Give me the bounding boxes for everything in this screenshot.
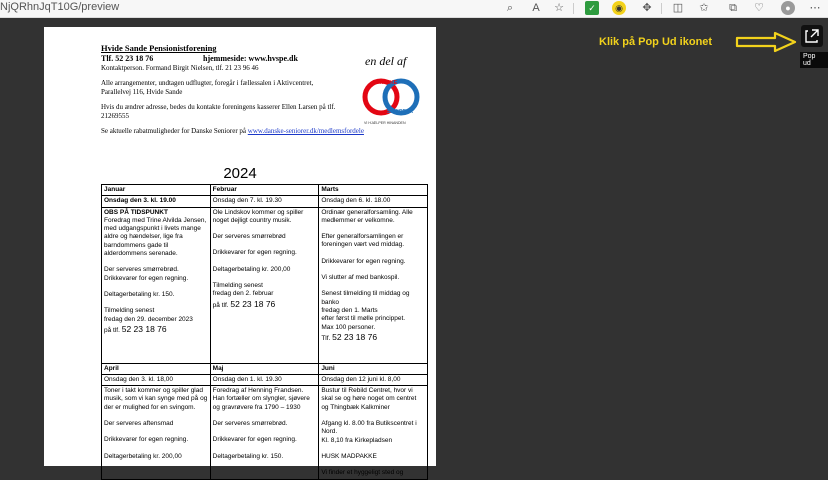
event-text: Der serveres aftensmad	[104, 420, 174, 428]
favorite-icon[interactable]: ☆	[554, 2, 564, 14]
event-text: Tilmelding senest	[212, 282, 263, 290]
event-date: Onsdag den 12 juni kl. 8,00	[319, 374, 428, 385]
event-text: Drikkevarer for egen regning.	[212, 249, 297, 257]
schedule-table	[101, 184, 428, 480]
event-text: Deltagerbetaling kr. 150.	[104, 290, 175, 298]
event-text: Drikkevarer for egen regning.	[104, 436, 189, 444]
event-date: Onsdag den 1. kl. 19.30	[210, 374, 319, 385]
month-header: Januar	[102, 185, 211, 196]
table-row	[102, 363, 428, 374]
extension-green-icon[interactable]: ✓	[585, 1, 599, 15]
event-text: Drikkevarer for egen regning.	[212, 436, 297, 444]
arrow-pointer-icon	[735, 32, 797, 52]
event-text: efter først til mølle princippet.	[321, 315, 406, 323]
event-text: Tlf.	[321, 334, 333, 342]
event-date: Onsdag den 7. kl. 19.30	[210, 196, 319, 207]
address-change-line2: 21269555	[101, 112, 129, 120]
event-heading: OBS PÅ TIDSPUNKT	[104, 208, 168, 216]
event-phone: 52 23 18 76	[121, 323, 167, 334]
pop-out-tooltip: Pop ud	[800, 52, 828, 68]
event-text: Vi slutter af med bankospil.	[321, 274, 400, 282]
event-phone: 52 23 18 76	[230, 298, 276, 309]
month-header: Maj	[210, 363, 319, 374]
danske-seniorer-logo	[361, 53, 423, 129]
extension-yellow-icon[interactable]: ◉	[612, 1, 626, 15]
more-icon[interactable]: ⋯	[809, 2, 821, 14]
table-row	[102, 386, 428, 479]
event-cell-june	[319, 386, 428, 479]
event-cell-april	[102, 386, 211, 479]
puzzle-icon[interactable]: ✥	[642, 2, 652, 14]
collections-icon[interactable]: ⧉	[729, 2, 737, 14]
month-header: Februar	[210, 185, 319, 196]
event-date: Onsdag den 3. kl. 18,00	[102, 374, 211, 385]
event-text: Tilmelding senest	[104, 307, 155, 315]
table-row	[102, 185, 428, 196]
event-text: fredag den 29. december 2023	[104, 315, 193, 323]
event-text: Der serveres smørrebrød.	[212, 420, 288, 428]
performance-icon[interactable]: ♡	[754, 2, 764, 14]
pdf-viewer	[0, 18, 828, 477]
event-text: Afgang kl. 8.00 fra Butikscentret i Nord.	[321, 420, 417, 436]
event-text: fredag den 1. Marts	[321, 306, 378, 314]
event-text: Foredrag med Trine Alvilda Jensen, med udgangspunkt i livets mange aldre og hændelser, lige fra barndommens gade til alderdommens serenade.	[104, 216, 207, 258]
pop-out-button[interactable]	[801, 25, 823, 47]
contact-person: Kontaktperson. Formand Birgit Nielsen, tlf. 21 23 96 46	[101, 64, 259, 72]
event-text: fredag den 2. februar	[212, 290, 274, 298]
event-text: Efter generalforsamlingen er foreningen vært ved middag.	[321, 233, 405, 249]
profile-icon[interactable]: ●	[781, 1, 795, 15]
search-icon[interactable]: ⌕	[506, 2, 514, 14]
event-cell-february	[210, 207, 319, 363]
instruction-text: Klik på Pop Ud ikonet	[599, 36, 713, 48]
year-heading: 2024	[223, 165, 257, 182]
month-header: Marts	[319, 185, 428, 196]
table-row	[102, 374, 428, 385]
event-date: Onsdag den 3. kl. 19.00	[102, 196, 211, 207]
table-row	[102, 196, 428, 207]
toolbar-divider	[573, 3, 574, 14]
event-text: på tlf.	[212, 301, 231, 309]
event-text: Bustur til Rebild Centret, hvor vi skal se og høre noget om centret og Thingbæk Kalkminer	[321, 387, 417, 411]
event-text: Senest tilmelding til middag og banko	[321, 290, 410, 306]
toolbar-divider	[661, 3, 662, 14]
logo-tagline: VI HJÆLPER HINANDEN	[364, 121, 406, 125]
month-header: Juni	[319, 363, 428, 374]
event-cell-march	[319, 207, 428, 363]
logo-ring-text-1: DANSKE	[376, 80, 398, 86]
event-text: Kl. 8,10 fra Kirkepladsen	[321, 436, 393, 444]
event-text: Vi finder et hyggeligt sted og	[321, 469, 404, 477]
browser-toolbar	[0, 0, 828, 18]
org-website: hjemmeside: www.hvspe.dk	[203, 54, 298, 63]
event-date: Onsdag den 6. kl. 18.00	[319, 196, 428, 207]
event-text: Deltagerbetaling kr. 200,00	[104, 452, 182, 460]
discount-link[interactable]: www.danske-seniorer.dk/medlemsfordele	[247, 127, 364, 135]
discount-text: Se aktuelle rabatmuligheder for Danske Seniorer på	[101, 127, 248, 135]
event-text: Ordinær generalforsamling. Alle medlemmer er velkomne.	[321, 208, 413, 224]
pop-out-icon	[801, 25, 823, 47]
activities-text-line1: Alle arrangementer, undtagen udflugter, foregår i fællessalen i Aktivcentret,	[101, 79, 314, 87]
month-header: April	[102, 363, 211, 374]
event-text: HUSK MADPAKKE	[321, 452, 377, 460]
event-text: Toner i takt kommer og spiller glad musik, som vi kan synge med på og der er mulighed for en svingom.	[104, 387, 208, 411]
favorites-icon[interactable]: ✩	[699, 2, 709, 14]
org-phone: Tlf. 52 23 18 76	[101, 54, 154, 63]
table-row	[102, 207, 428, 363]
event-text: Drikkevarer for egen regning.	[321, 257, 406, 265]
event-text: Deltagerbetaling kr. 200,00	[212, 265, 291, 273]
event-cell-may	[210, 386, 319, 479]
event-text: Der serveres smørrebrød	[212, 233, 286, 241]
logo-top-text: en del af	[365, 54, 407, 68]
split-screen-icon[interactable]: ◫	[672, 2, 684, 14]
event-phone: 52 23 18 76	[332, 331, 378, 342]
logo-ring-text-2: SENIORER	[387, 109, 414, 115]
event-text: Ole Lindskov kommer og spiller noget dejligt country musik.	[212, 208, 304, 224]
event-text: Drikkevarer for egen regning.	[104, 274, 189, 282]
event-text: på tlf.	[104, 326, 122, 334]
address-bar-url[interactable]: NjQRhnJqT10G/preview	[0, 1, 120, 13]
event-cell-january	[102, 207, 211, 363]
event-text: Deltagerbetaling kr. 150.	[212, 452, 284, 460]
event-text: Der serveres smørrebrød.	[104, 266, 179, 274]
org-name: Hvide Sande Pensionistforening	[101, 43, 217, 53]
pdf-page	[44, 27, 436, 477]
address-change-line1: Hvis du ændrer adresse, bedes du kontakte foreningens kasserer Ellen Larsen på tlf.	[101, 103, 336, 111]
activities-text-line2: Parallelvej 116, Hvide Sande	[101, 88, 183, 96]
read-aloud-icon[interactable]: A	[532, 2, 540, 14]
event-text: Max 100 personer.	[321, 323, 376, 331]
event-text: Foredrag af Henning Frandsen. Han fortæller om slyngler, sjøvere og gravrøvere fra 1790 – 1930	[212, 387, 310, 411]
